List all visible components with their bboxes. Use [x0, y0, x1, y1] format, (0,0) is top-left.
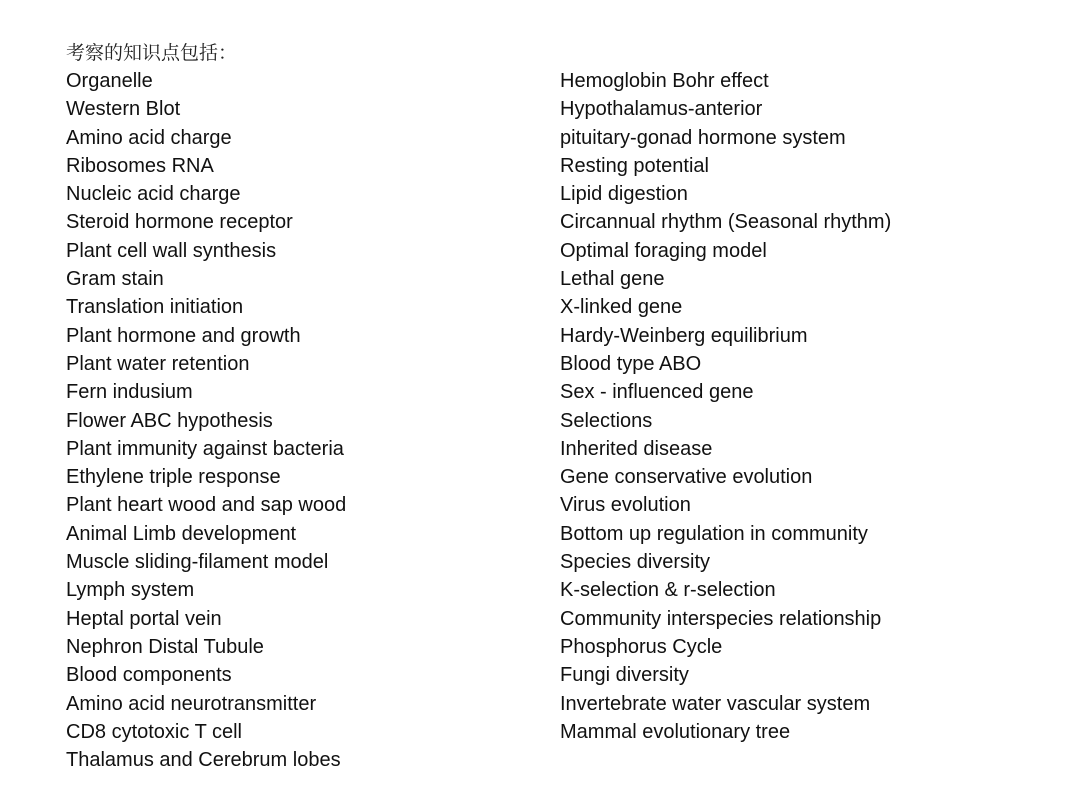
list-item: Translation initiation	[66, 296, 244, 319]
list-item: Optimal foraging model	[560, 239, 767, 262]
list-item: Amino acid neurotransmitter	[66, 692, 317, 715]
list-item: Circannual rhythm (Seasonal rhythm)	[560, 211, 892, 234]
list-item: Bottom up regulation in community	[560, 522, 868, 545]
list-item: Blood type ABO	[560, 352, 702, 375]
list-item: Ethylene triple response	[66, 466, 281, 489]
list-item: Nephron Distal Tubule	[66, 635, 264, 658]
list-item: Gram stain	[66, 268, 164, 291]
list-item: Ribosomes RNA	[66, 154, 214, 177]
list-item: Amino acid charge	[66, 126, 232, 149]
list-item: Plant immunity against bacteria	[66, 437, 344, 460]
list-item: Phosphorus Cycle	[560, 635, 723, 658]
list-item: X-linked gene	[560, 296, 683, 319]
list-item: Lethal gene	[560, 268, 665, 291]
list-item: Species diversity	[560, 551, 711, 574]
list-item: Hemoglobin Bohr effect	[560, 70, 769, 92]
topic-list-left	[66, 67, 346, 774]
list-heading: 考察的知识点包括：	[66, 42, 238, 64]
list-item: CD8 cytotoxic T cell	[66, 720, 242, 743]
list-item: Thalamus and Cerebrum lobes	[66, 749, 341, 772]
list-item: Hypothalamus-anterior	[560, 98, 763, 121]
list-item: Muscle sliding-filament model	[66, 551, 329, 574]
list-item: pituitary-gonad hormone system	[560, 126, 846, 149]
list-item: Invertebrate water vascular system	[560, 692, 871, 715]
list-item: Blood components	[66, 664, 232, 687]
list-item: Mammal evolutionary tree	[560, 720, 791, 743]
list-item: K-selection & r-selection	[560, 579, 776, 602]
list-item: Organelle	[66, 70, 153, 92]
list-item: Plant heart wood and sap wood	[66, 494, 347, 517]
list-item: Lymph system	[66, 579, 195, 602]
list-item: Inherited disease	[560, 437, 713, 460]
topic-list-right	[560, 67, 891, 746]
list-item: Selections	[560, 409, 653, 432]
list-item: Fern indusium	[66, 381, 193, 404]
list-item: Virus evolution	[560, 494, 691, 517]
list-item: Sex - influenced gene	[560, 381, 754, 404]
list-item: Fungi diversity	[560, 664, 689, 687]
list-item: Hardy-Weinberg equilibrium	[560, 324, 808, 347]
list-item: Nucleic acid charge	[66, 183, 241, 206]
list-item: Steroid hormone receptor	[66, 211, 293, 234]
list-item: Animal Limb development	[66, 522, 297, 545]
list-item: Flower ABC hypothesis	[66, 409, 273, 432]
list-item: Western Blot	[66, 98, 181, 121]
list-item: Resting potential	[560, 154, 709, 177]
list-item: Plant hormone and growth	[66, 324, 301, 347]
list-item: Lipid digestion	[560, 183, 688, 206]
list-item: Community interspecies relationship	[560, 607, 882, 630]
list-item: Heptal portal vein	[66, 607, 222, 630]
list-item: Plant cell wall synthesis	[66, 239, 277, 262]
list-item: Plant water retention	[66, 352, 250, 375]
list-item: Gene conservative evolution	[560, 466, 813, 489]
